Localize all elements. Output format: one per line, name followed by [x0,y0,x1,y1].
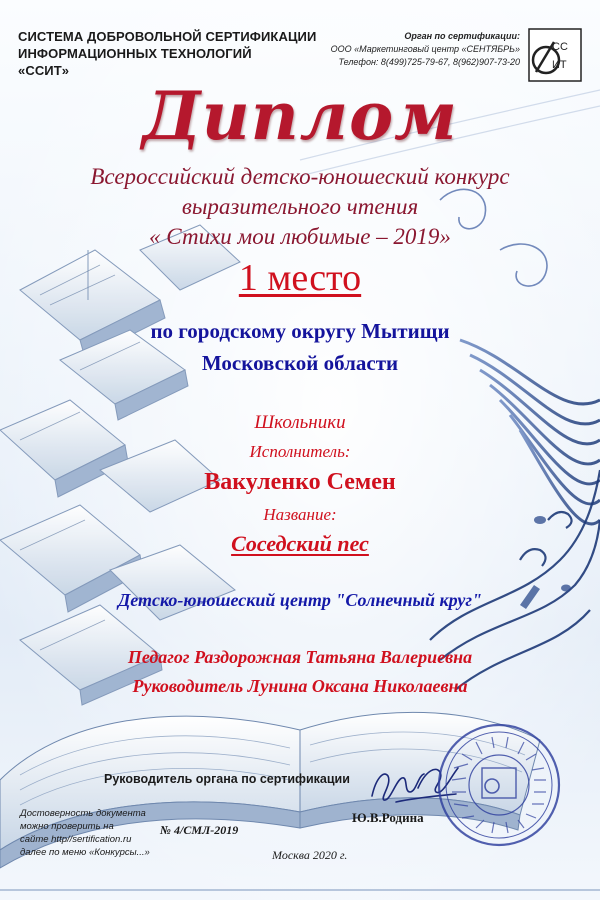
performer-label: Исполнитель: [249,442,351,461]
contest-line-1: Всероссийский детско-юношеский конкурс [90,164,510,189]
cert-body-org: ООО «Маркетинговый центр «СЕНТЯБРЬ» [330,44,520,54]
document-number: № 4/СМЛ-2019 [160,823,239,837]
work-title [0,531,600,557]
city-year: Москва 2020 г. [272,848,348,862]
work-title-text: Соседский пес [231,531,369,556]
svg-text:СС: СС [552,41,568,53]
svg-text:ИТ: ИТ [552,59,567,71]
district-line-2: Московской области [201,351,399,375]
award-place-text: 1 место [238,257,362,299]
round-seal-stamp [434,720,564,850]
signature-label: Руководитель органа по сертификации [104,772,350,786]
teacher: Педагог Раздорожная Татьяна Валериевна [127,647,473,667]
certification-body-info [290,30,520,69]
org-line-3: «ССИТ» [18,63,70,78]
participant-category: Школьники [254,412,346,433]
district [0,315,600,379]
district-line-1: по городскому округу Мытищи [150,319,450,343]
diploma-title: Диплом [142,77,458,155]
contest-line-2: выразительного чтения [181,194,419,219]
signer-name: Ю.В.Родина [352,810,424,825]
award-place [0,255,600,301]
work-label: Название: [263,505,337,524]
verify-line-2: можно проверить на [20,821,114,832]
cert-body-title: Орган по сертификации: [404,31,520,41]
contest-name [40,162,560,252]
verify-line-1: Достоверность документа [20,808,146,819]
org-line-1: СИСТЕМА ДОБРОВОЛЬНОЙ СЕРТИФИКАЦИИ [18,29,317,44]
youth-center: Детско-юношеский центр "Солнечный круг" [117,590,483,610]
verification-note [20,807,150,859]
org-line-2: ИНФОРМАЦИОННЫХ ТЕХНОЛОГИЙ [18,46,252,61]
verify-line-3: сайте http//sertification.ru [20,834,132,845]
contest-line-3: « Стихи мои любимые – 2019» [149,224,451,249]
verify-line-4: далее по меню «Конкурсы...» [20,847,150,858]
ssit-logo-icon [528,28,582,82]
supervisor: Руководитель Лунина Оксана Николаевна [132,676,468,696]
cert-body-phones: Телефон: 8(499)725-79-67, 8(962)907-73-20 [338,57,520,67]
performer-name: Вакуленко Семен [204,469,396,495]
